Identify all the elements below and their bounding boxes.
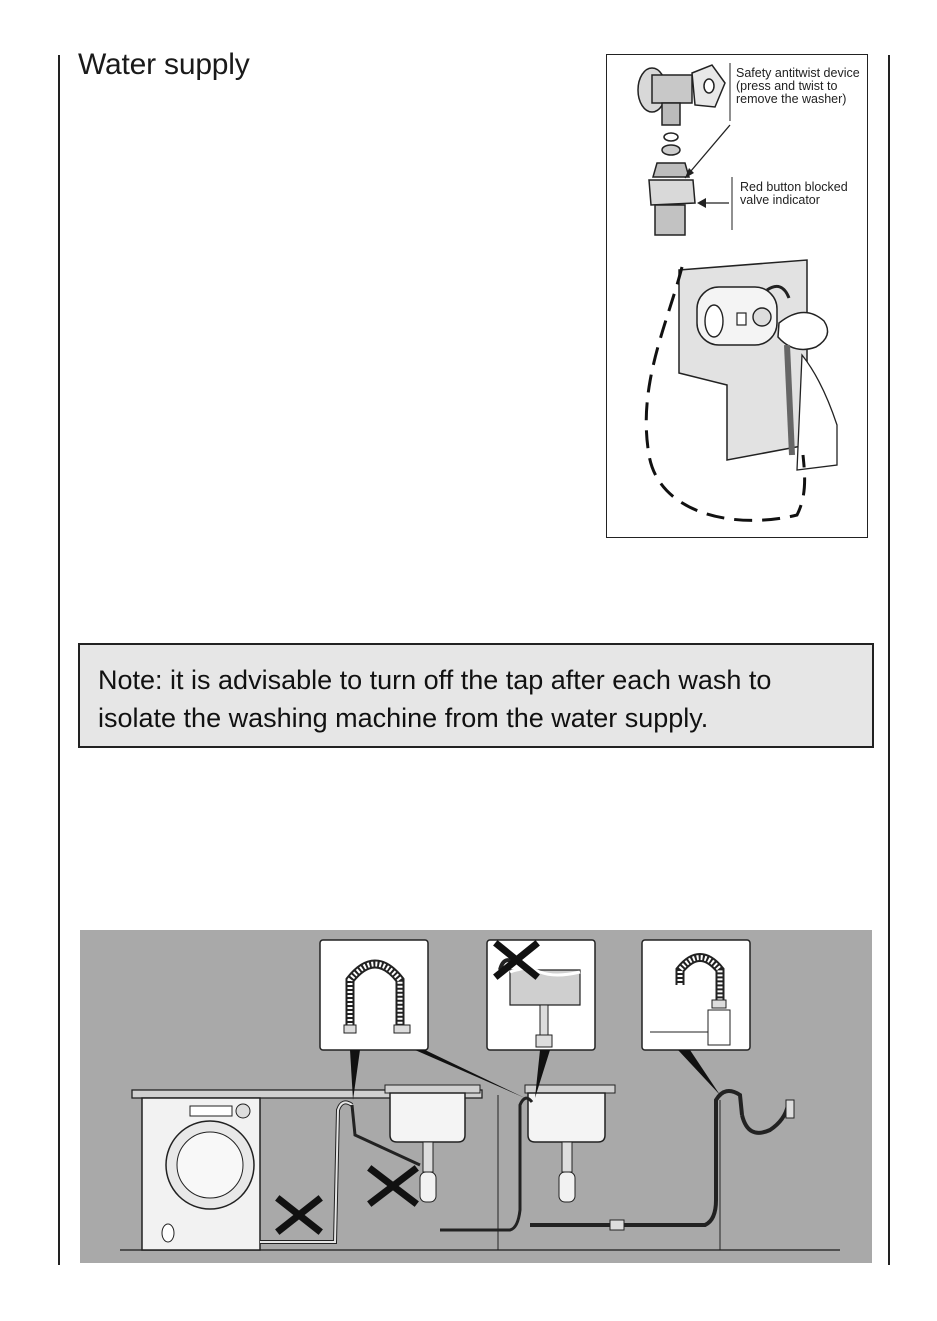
incorrect-x-marks: [280, 1170, 414, 1230]
left-margin-rule: [58, 55, 60, 1265]
tap-valve-drawing: [638, 65, 725, 235]
washing-machine-drawing: [142, 1098, 260, 1250]
callout-leader-1: [685, 125, 730, 178]
hand-turning-tap-drawing: [679, 260, 837, 470]
detail-panel-3: [642, 940, 750, 1050]
drain-hose-figure: [80, 930, 872, 1263]
tap-illustration: [607, 55, 866, 536]
detail-panel-1: [320, 940, 428, 1050]
page-title: Water supply: [78, 48, 250, 81]
detail-panel-2: [487, 940, 595, 1050]
callout-red-button: Red button blocked valve indicator: [740, 180, 848, 207]
sink-2: [528, 1093, 605, 1142]
note-box: [78, 643, 874, 748]
note-text: Note: it is advisable to turn off the tap after each wash to isolate the washing machine from the water supply.: [98, 665, 772, 733]
callout-antitwist-device: Safety antitwist device (press and twist to remove the washer): [736, 66, 860, 106]
sink-1: [390, 1093, 465, 1142]
right-margin-rule: [888, 55, 890, 1265]
tap-figure: [606, 54, 868, 538]
drain-installation-illustration: [80, 930, 872, 1263]
